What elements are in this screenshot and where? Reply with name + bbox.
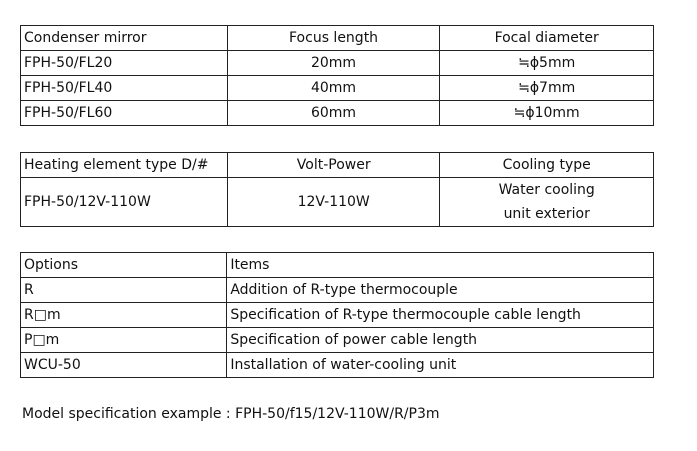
options-table	[20, 252, 654, 378]
cell-model: FPH-50/FL60	[21, 101, 228, 126]
cell-model: FPH-50/FL40	[21, 76, 228, 101]
header-cooling-type: Cooling type	[440, 153, 654, 178]
header-focal-diameter: Focal diameter	[440, 26, 654, 51]
table-row	[21, 178, 654, 227]
table-row	[21, 278, 654, 303]
cell-option: R□m	[21, 303, 227, 328]
table-row	[21, 328, 654, 353]
model-specification-example: Model specification example : FPH-50/f15/12V-110W/R/P3m	[22, 406, 440, 422]
header-heating-element-type: Heating element type D/#	[21, 153, 228, 178]
header-volt-power: Volt-Power	[227, 153, 439, 178]
cooling-line-1: Water cooling	[498, 182, 595, 198]
table-header-row	[21, 26, 654, 51]
cell-diameter: ≒ϕ7mm	[440, 76, 654, 101]
cell-model: FPH-50/FL20	[21, 51, 228, 76]
table-header-row	[21, 153, 654, 178]
cell-item: Addition of R-type thermocouple	[227, 278, 654, 303]
table-row	[21, 51, 654, 76]
cell-focus: 20mm	[227, 51, 440, 76]
cell-focus: 40mm	[227, 76, 440, 101]
table-row	[21, 353, 654, 378]
cell-option: R	[21, 278, 227, 303]
cell-volt-power: 12V-110W	[227, 178, 439, 227]
header-options: Options	[21, 253, 227, 278]
cell-heating-type: FPH-50/12V-110W	[21, 178, 228, 227]
header-items: Items	[227, 253, 654, 278]
heating-element-table	[20, 152, 654, 227]
table-row	[21, 303, 654, 328]
table-row	[21, 101, 654, 126]
header-focus-length: Focus length	[227, 26, 440, 51]
cell-option: P□m	[21, 328, 227, 353]
table-row	[21, 76, 654, 101]
cell-focus: 60mm	[227, 101, 440, 126]
condenser-mirror-table	[20, 25, 654, 126]
cell-diameter: ≒ϕ5mm	[440, 51, 654, 76]
cell-item: Specification of power cable length	[227, 328, 654, 353]
cooling-line-2: unit exterior	[503, 206, 590, 222]
cell-item: Specification of R-type thermocouple cable length	[227, 303, 654, 328]
header-condenser-mirror: Condenser mirror	[21, 26, 228, 51]
cell-option: WCU-50	[21, 353, 227, 378]
cell-cooling-type	[440, 178, 654, 227]
table-header-row	[21, 253, 654, 278]
cell-item: Installation of water-cooling unit	[227, 353, 654, 378]
cell-diameter: ≒ϕ10mm	[440, 101, 654, 126]
